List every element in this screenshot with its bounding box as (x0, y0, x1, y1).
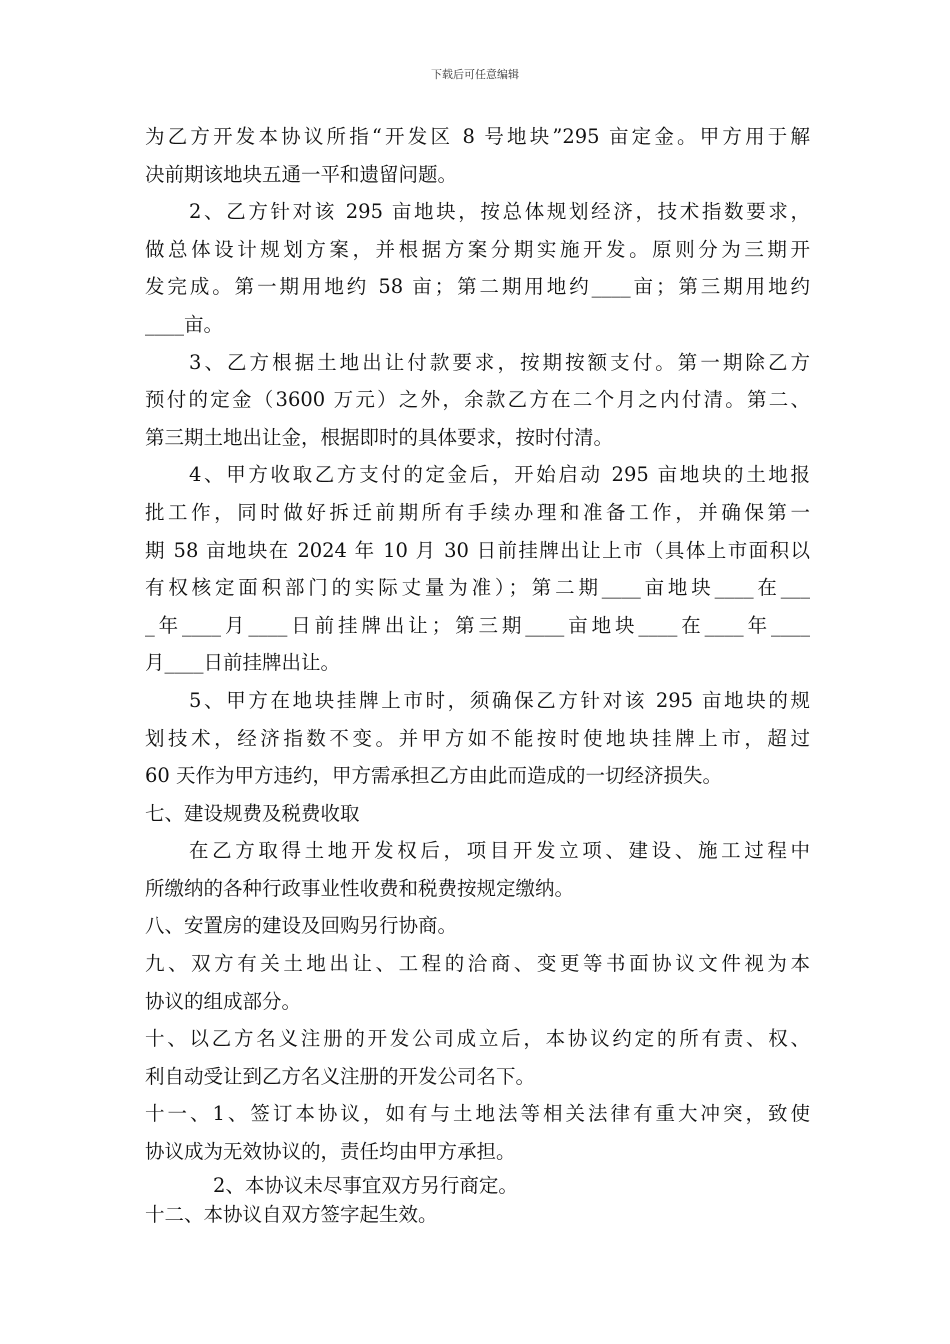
text-line: 第三期土地出让金，根据即时的具体要求，按时付清。 (145, 425, 614, 449)
text-line: 批工作，同时做好拆迁前期所有手续办理和准备工作，并确保第一 (145, 500, 810, 524)
text-line: 所缴纳的各种行政事业性收费和税费按规定缴纳。 (145, 876, 575, 900)
text-line: 协议的组成部分。 (145, 989, 302, 1013)
document-body (145, 118, 810, 1229)
section-heading: 七、建设规费及税费收取 (145, 801, 360, 825)
text-line: 划技术，经济指数不变。并甲方如不能按时使地块挂牌上市，超过 (145, 726, 810, 750)
text-line: 协议成为无效协议的，责任均由甲方承担。 (145, 1140, 516, 1164)
page-header-note: 下载后可任意编辑 (431, 68, 519, 81)
text-line: 十一、1、签订本协议，如有与土地法等相关法律有重大冲突，致使 (145, 1102, 810, 1126)
text-line: 2、乙方针对该 295 亩地块，按总体规划经济，技术指数要求， (189, 200, 810, 224)
text-line: 决前期该地块五通一平和遗留问题。 (145, 162, 458, 186)
text-line: 发完成。第一期用地约 58 亩；第二期用地约____亩；第三期用地约 (145, 275, 810, 299)
text-line: 利自动受让到乙方名义注册的开发公司名下。 (145, 1064, 536, 1088)
text-line: 九、双方有关土地出让、工程的洽商、变更等书面协议文件视为本 (145, 952, 810, 976)
text-line: 期 58 亩地块在 2024 年 10 月 30 日前挂牌出让上市（具体上市面积以 (145, 538, 810, 562)
section-heading: 十二、本协议自双方签字起生效。 (145, 1202, 438, 1226)
text-line: ____亩。 (145, 312, 224, 336)
text-line: 4、甲方收取乙方支付的定金后，开始启动 295 亩地块的土地报 (189, 463, 810, 487)
text-line: 2、本协议未尽事宜双方另行商定。 (213, 1173, 518, 1197)
section-heading: 八、安置房的建设及回购另行协商。 (145, 914, 458, 938)
text-line: 月____日前挂牌出让。 (145, 651, 341, 675)
text-line: 为乙方开发本协议所指“开发区 8 号地块”295 亩定金。甲方用于解 (145, 125, 810, 148)
text-line: 在乙方取得土地开发权后，项目开发立项、建设、施工过程中 (189, 839, 810, 863)
text-line: 有权核定面积部门的实际丈量为准）；第二期____亩地块____在___ (145, 576, 810, 600)
text-line: 3、乙方根据土地出让付款要求，按期按额支付。第一期除乙方 (189, 350, 810, 374)
text-line: 预付的定金（3600 万元）之外，余款乙方在二个月之内付清。第二、 (145, 388, 810, 412)
text-line: 5、甲方在地块挂牌上市时，须确保乙方针对该 295 亩地块的规 (189, 688, 810, 712)
text-line: 60 天作为甲方违约，甲方需承担乙方由此而造成的一切经济损失。 (145, 764, 723, 788)
text-line: 做总体设计规划方案，并根据方案分期实施开发。原则分为三期开 (145, 237, 810, 261)
text-line: _年____月____日前挂牌出让；第三期____亩地块____在____年____ (145, 613, 810, 637)
text-line: 十、以乙方名义注册的开发公司成立后，本协议约定的所有责、权、 (145, 1027, 810, 1051)
